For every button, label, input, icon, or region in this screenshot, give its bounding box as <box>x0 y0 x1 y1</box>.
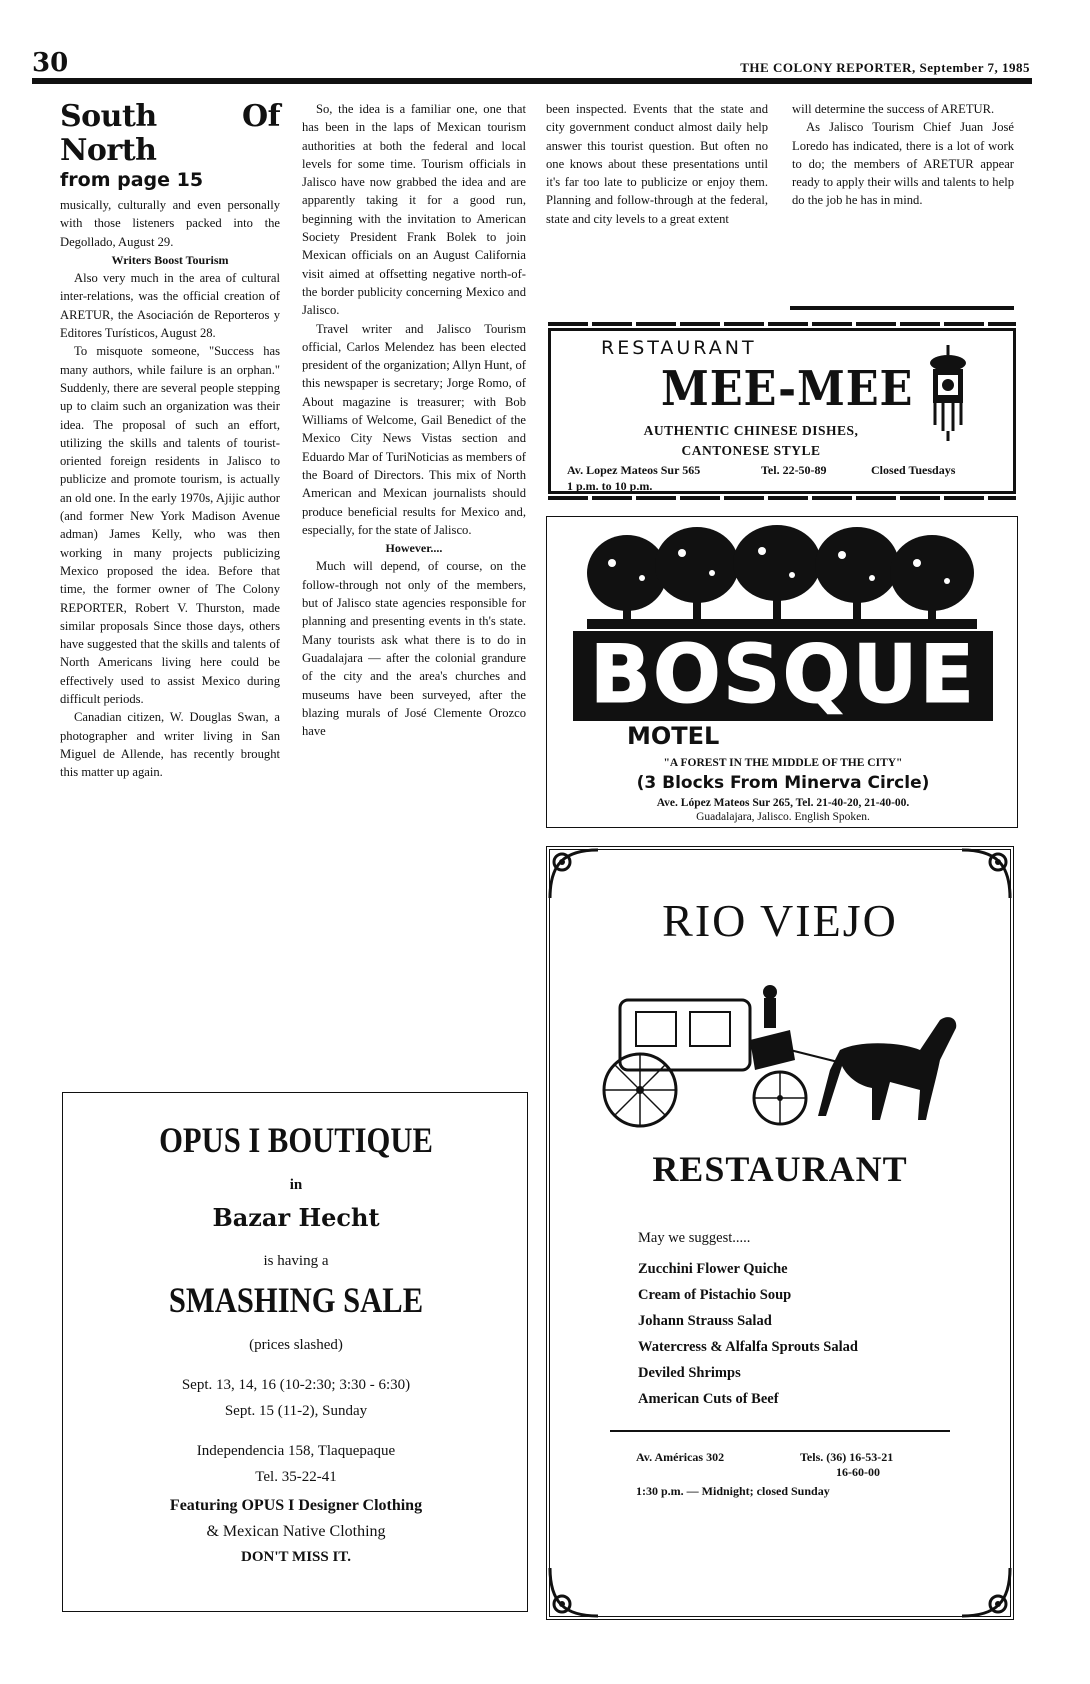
ad-meemee-tagline-1: AUTHENTIC CHINESE DISHES, <box>643 423 859 438</box>
ad-meemee-hours: 1 p.m. to 10 p.m. <box>567 479 653 493</box>
paragraph: been inspected. Events that the state and city government conduct almost daily help answer this tourist question. But often no one knows about these presentations until it's far too late to publicize or enjoy them. Planning and follow-through at the federal, state and city levels to a great extent <box>546 102 768 226</box>
menu-item: American Cuts of Beef <box>638 1391 779 1407</box>
menu-item: Johann Strauss Salad <box>638 1313 772 1329</box>
paragraph: Travel writer and Jalisco Tourism official, Carlos Melendez has been elected president of the organization; Allyn Hunt, of this newspaper is secretary; Jorge Romo, of About magazine is treasurer; with Bob Williams of Welcome, Gail Benedict of the Mexico City News Vistas section and Eduardo Mar of TuriNoticias as members of the Board of Directors. This mix of North American and Mexican journalists should produce beneficial results for Mexico and, especially, for the state of Jalisco. <box>302 321 526 537</box>
menu-item: Cream of Pistachio Soup <box>638 1287 792 1303</box>
ad-opus-featuring-1: Featuring OPUS I Designer Clothing <box>169 1497 423 1514</box>
article-column-2 <box>302 100 526 740</box>
ad-meemee-tel: Tel. 22-50-89 <box>761 463 827 477</box>
ad-bosque-type: MOTEL <box>627 722 720 750</box>
masthead-rule <box>32 78 1032 84</box>
ad-opus-prices: (prices slashed) <box>249 1337 343 1353</box>
horse-carriage-icon <box>580 970 980 1140</box>
ad-meemee-tagline-2: CANTONESE STYLE <box>681 443 821 458</box>
menu-item: Zucchini Flower Quiche <box>638 1261 788 1277</box>
ad-bosque-location: (3 Blocks From Minerva Circle) <box>636 773 930 793</box>
page-number: 30 <box>32 48 69 78</box>
ad-meemee-name: MEE-MEE <box>661 361 914 417</box>
paragraph: To misquote someone, "Success has many authors, while failure is an orphan." Suddenly, there are several people stepping up to claim such an organization was their idea. The proposal of such an effort, utilizing the skills and talents of tourist-oriented foreign residents in Jalisco to publicize and promote tourism, is actually an old one. In the early 1970s, Ajijic author (and former New York Madison Avenue adman) James Kelly, who was then working in many projects publicizing Mexico proposed the idea. Before that time, the former owner of The Colony REPORTER, Robert V. Thurston, made similar proposals Since those days, others have suggested that the skills and talents of North Americans living here could be effectively used to assist Mexico during difficult periods. <box>60 344 280 707</box>
ad-opus-cta: DON'T MISS IT. <box>241 1549 351 1565</box>
corner-flourish-icon <box>956 1562 1016 1622</box>
paragraph: Also very much in the area of cultural inter-relations, was the official creation of ARETUR, the Asociación de Reporteros y Editores Turísticos, August 28. <box>60 271 280 341</box>
ad-meemee-closed: Closed Tuesdays <box>871 463 956 477</box>
article-column-1 <box>60 100 280 782</box>
ad-opus-sale: SMASHING SALE <box>168 1280 424 1320</box>
ad-bosque-address: Ave. López Mateos Sur 265, Tel. 21-40-20, 21-40-00. <box>656 797 910 809</box>
paragraph: Canadian citizen, W. Douglas Swan, a photographer and writer living in San Miguel de Allende, has recently brought this matter up again. <box>60 710 280 780</box>
ad-rioviejo <box>546 846 1014 1620</box>
ad-meemee-tagline <box>551 421 951 461</box>
ad-rioviejo-suggest: May we suggest..... <box>638 1230 751 1246</box>
ad-opus-having: is having a <box>263 1253 329 1269</box>
subhead: Writers Boost Tourism <box>111 252 229 267</box>
ad-bosque <box>546 516 1018 828</box>
ad-meemee <box>548 328 1016 494</box>
ad-rioviejo-name: RIO VIEJO <box>662 895 898 946</box>
article-column-3 <box>546 100 768 228</box>
ad-bosque-slogan: "A FOREST IN THE MIDDLE OF THE CITY" <box>663 757 903 769</box>
paragraph: Much will depend, of course, on the follow-through not only of the members, but of Jalisco state agencies responsible for planning and presenting events in th's state. Many tourists ask what there is to do in Guadalajara — after the colonial grandure of the city and the area's churches and museums have been surveyed, after the blazing murals of José Clemente Orozco have <box>302 559 526 739</box>
ad-rioviejo-tel-2: 16-60-00 <box>836 1465 880 1479</box>
paragraph: will determine the success of ARETUR. <box>792 102 995 116</box>
ad-bosque-name: BOSQUE <box>589 628 977 721</box>
ad-opus-tel: Tel. 35-22-41 <box>255 1469 337 1485</box>
continued-line: from page 15 <box>60 169 204 191</box>
ad-opus-dates-1: Sept. 13, 14, 16 (10-2:30; 3:30 - 6:30) <box>181 1377 411 1393</box>
corner-flourish-icon <box>544 1562 604 1622</box>
ad-opus-title: OPUS I BOUTIQUE <box>159 1120 433 1160</box>
ad-bosque-city: Guadalajara, Jalisco. English Spoken. <box>696 811 870 823</box>
ad-rioviejo-address: Av. Américas 302 <box>636 1450 725 1464</box>
paragraph: musically, culturally and even personally with those listeners packed into the Degollado, August 29. <box>60 198 280 249</box>
headline: South Of North <box>60 99 280 168</box>
ad-opus-featuring-2: & Mexican Native Clothing <box>206 1523 386 1540</box>
ad-opus <box>62 1092 528 1612</box>
ad-opus-dates-2: Sept. 15 (11-2), Sunday <box>224 1403 368 1419</box>
ad-meemee-kicker: RESTAURANT <box>601 337 757 359</box>
column-rule <box>790 306 1014 310</box>
ad-opus-store: Bazar Hecht <box>212 1203 380 1232</box>
ad-border-top <box>548 322 1016 326</box>
menu-item: Watercress & Alfalfa Sprouts Salad <box>638 1339 858 1355</box>
ad-rioviejo-hours: 1:30 p.m. — Midnight; closed Sunday <box>636 1484 830 1498</box>
ad-rioviejo-menu <box>638 1256 858 1412</box>
subhead: However.... <box>385 541 443 556</box>
publication-line: THE COLONY REPORTER, September 7, 1985 <box>740 60 1030 75</box>
paragraph: As Jalisco Tourism Chief Juan José Loredo has indicated, there is a lot of work to do; the members of ARETUR appear ready to apply their wills and talents to help do the job he has in mind. <box>792 120 1014 208</box>
paragraph: So, the idea is a familiar one, one that has been in the laps of Mexican tourism authorities at both the federal and local levels for some time. Tourism officials in Jalisco have now grabbed the idea and are apparently taking it for a good run, beginning with the invitation to American Society President Frank Bolek to join Mexican officials on an August California visit aimed at offsetting negative north-of-the border publicity concerning Mexico and Jalisco. <box>302 102 526 318</box>
ad-meemee-address: Av. Lopez Mateos Sur 565 <box>567 463 701 477</box>
ad-rioviejo-type: RESTAURANT <box>652 1149 908 1189</box>
ad-opus-address: Independencia 158, Tlaquepaque <box>196 1443 396 1459</box>
ad-border-bottom <box>548 496 1016 500</box>
article-column-4 <box>792 100 1014 210</box>
ad-opus-in: in <box>289 1177 303 1193</box>
divider <box>610 1430 950 1432</box>
ad-rioviejo-tel: Tels. (36) 16-53-21 <box>800 1450 894 1464</box>
menu-item: Deviled Shrimps <box>638 1365 741 1381</box>
